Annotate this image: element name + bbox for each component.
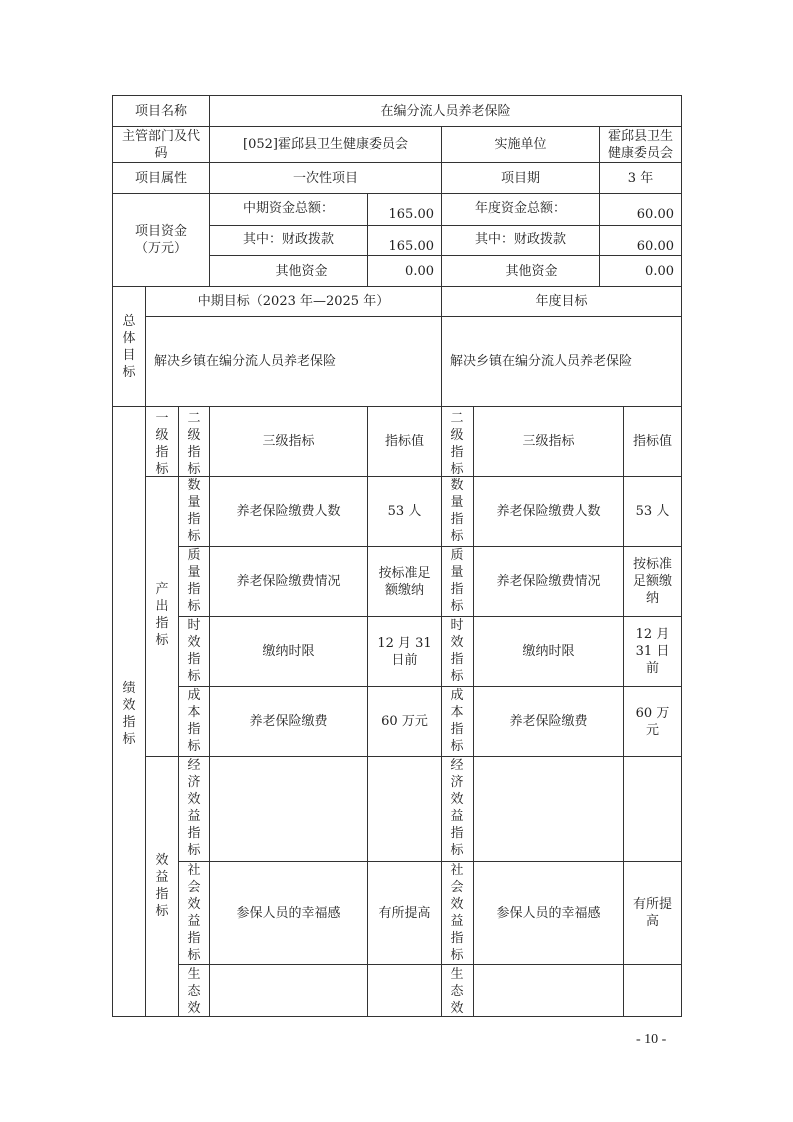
quantity-indicator-label-annual: 数量指标 <box>450 478 464 544</box>
cost-indicator-name: 养老保险缴费 <box>249 714 328 729</box>
economic-indicator-label: 经济效益指标 <box>187 758 201 858</box>
annual-total-value: 60.00 <box>636 207 674 222</box>
social-indicator-name: 参保人员的幸福感 <box>236 905 341 921</box>
timeliness-indicator-label: 时效指标 <box>187 618 201 684</box>
annual-goal-header: 年度目标 <box>535 294 588 309</box>
cost-mid-value: 60 万元 <box>381 714 428 729</box>
table-border-right <box>681 95 682 1017</box>
table-border-left <box>112 95 113 1017</box>
mid-total-label: 中期资金总额： <box>242 200 334 216</box>
value-header: 指标值 <box>384 434 424 449</box>
quality-mid-value: 按标准足额缴纳 <box>378 565 431 598</box>
level1-header: 一级指标 <box>155 411 169 477</box>
quality-indicator-name-annual: 养老保险缴费情况 <box>496 574 601 589</box>
social-annual-value: 有所提高 <box>632 897 672 929</box>
cost-indicator-name-annual: 养老保险缴费 <box>509 714 588 729</box>
project-name-label: 项目名称 <box>134 103 187 119</box>
annual-goal-text: 解决乡镇在编分流人员养老保险 <box>450 354 633 369</box>
level3-header: 三级指标 <box>262 434 315 449</box>
level2-header-annual: 二级指标 <box>450 411 464 477</box>
period-label: 项目期 <box>500 170 540 186</box>
quality-annual-value: 按标准足额缴纳 <box>632 557 672 606</box>
level2-header: 二级指标 <box>187 411 201 477</box>
implementing-unit-value: 霍邱县卫生健康委员会 <box>607 128 673 161</box>
department-value: [052]霍邱县卫生健康委员会 <box>243 137 408 152</box>
timeliness-indicator-name-annual: 缴纳时限 <box>522 644 575 659</box>
col-line <box>441 406 442 1017</box>
benefit-indicator-label: 效益指标 <box>155 853 169 919</box>
col-line <box>178 406 179 1017</box>
cost-indicator-label-annual: 成本指标 <box>450 688 464 754</box>
row-line <box>209 225 682 226</box>
page-number: - 10 - <box>636 1032 667 1047</box>
timeliness-indicator-name: 缴纳时限 <box>262 644 315 659</box>
quantity-indicator-name: 养老保险缴费人数 <box>236 504 341 519</box>
annual-other-label: 其他资金 <box>505 263 558 279</box>
ecological-indicator-label-annual: 生态效 <box>450 967 464 1016</box>
mid-other-value: 0.00 <box>405 263 434 279</box>
project-name-value: 在编分流人员养老保险 <box>380 103 511 119</box>
overall-goal-label: 总体目标 <box>122 314 136 380</box>
quantity-annual-value: 53 人 <box>635 504 670 519</box>
period-value: 3 年 <box>627 170 654 186</box>
quantity-indicator-label: 数量指标 <box>187 478 201 544</box>
mid-goal-text: 解决乡镇在编分流人员养老保险 <box>154 354 337 369</box>
timeliness-mid-value: 12 月 31 日前 <box>377 635 432 668</box>
col-line <box>145 286 146 1017</box>
attribute-label: 项目属性 <box>134 170 187 186</box>
economic-indicator-label-annual: 经济效益指标 <box>450 758 464 858</box>
row-line <box>178 964 682 965</box>
ecological-indicator-label: 生态效 <box>187 967 201 1016</box>
level3-header-annual: 三级指标 <box>522 434 575 449</box>
annual-other-value: 0.00 <box>645 263 674 279</box>
cost-indicator-label: 成本指标 <box>187 688 201 754</box>
implementing-unit-label: 实施单位 <box>494 137 547 152</box>
annual-total-label: 年度资金总额： <box>474 200 566 216</box>
social-indicator-label-annual: 社会效益指标 <box>450 863 464 963</box>
quality-indicator-label: 质量指标 <box>187 548 201 614</box>
perf-indicator-label: 绩效指标 <box>122 681 136 747</box>
timeliness-indicator-label-annual: 时效指标 <box>450 618 464 684</box>
row-line <box>145 756 682 757</box>
department-label: 主管部门及代码 <box>122 128 201 161</box>
mid-other-label: 其他资金 <box>275 263 328 279</box>
annual-fiscal-value: 60.00 <box>636 239 674 254</box>
annual-fiscal-label: 其中：财政拨款 <box>474 231 566 247</box>
social-mid-value: 有所提高 <box>378 905 431 921</box>
mid-total-value: 165.00 <box>388 207 434 222</box>
timeliness-annual-value: 12 月 31 日前 <box>635 627 670 676</box>
quantity-mid-value: 53 人 <box>387 504 422 519</box>
row-line <box>112 193 682 194</box>
value-header-annual: 指标值 <box>632 434 672 449</box>
mid-fiscal-label: 其中：财政拨款 <box>242 231 334 247</box>
funds-label: 项目资金（万元） <box>134 224 187 256</box>
quantity-indicator-name-annual: 养老保险缴费人数 <box>496 504 601 519</box>
output-indicator-label: 产出指标 <box>155 582 169 648</box>
attribute-value: 一次性项目 <box>292 170 358 186</box>
social-indicator-label: 社会效益指标 <box>187 863 201 963</box>
quality-indicator-label-annual: 质量指标 <box>450 548 464 614</box>
mid-goal-header: 中期目标（2023 年—2025 年） <box>197 294 390 309</box>
social-indicator-name-annual: 参保人员的幸福感 <box>496 905 601 921</box>
cost-annual-value: 60 万元 <box>635 705 670 738</box>
mid-fiscal-value: 165.00 <box>388 239 434 254</box>
quality-indicator-name: 养老保险缴费情况 <box>236 574 341 589</box>
